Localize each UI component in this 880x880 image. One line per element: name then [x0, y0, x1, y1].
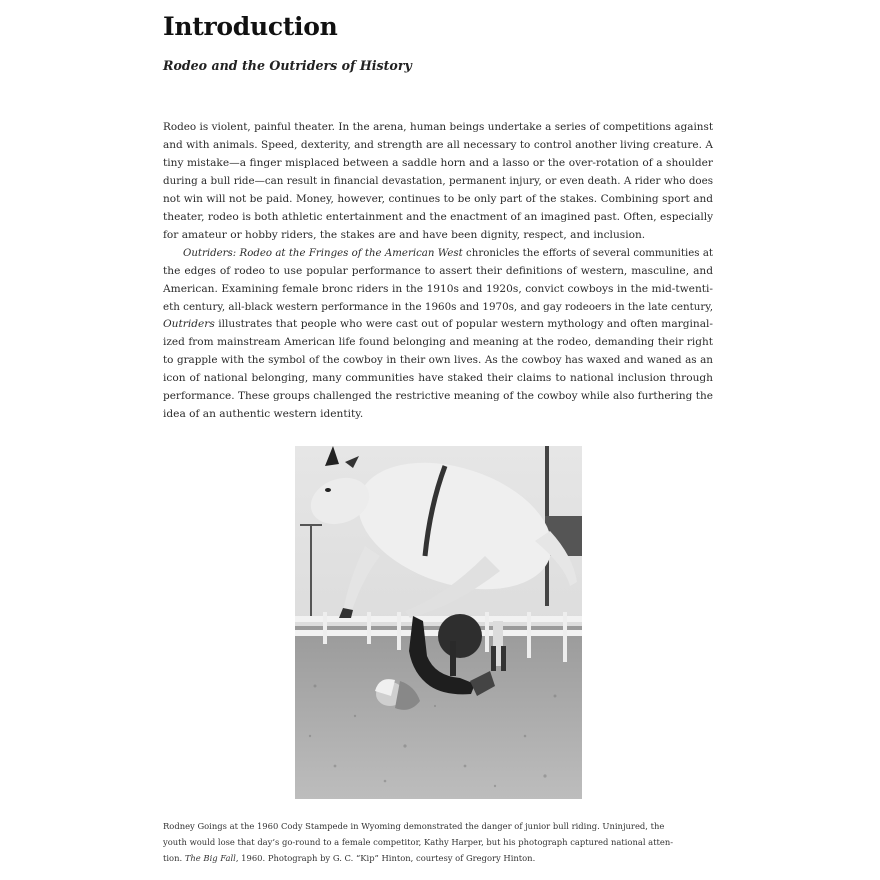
text-line: icon of national belonging, many communities have staked their claims to national inclusion through	[163, 372, 713, 385]
text-fragment: chronicles the efforts of several communities at	[462, 247, 714, 259]
text-line: for amateur or hobby riders, the stakes are and have been dignity, respect, and inclusion.	[163, 228, 646, 241]
caption-line	[163, 851, 703, 867]
caption-fragment: tion.	[163, 852, 185, 863]
text-line: to grapple with the symbol of the cowboy in their own lives. As the cowboy has waxed and waned as an	[163, 354, 713, 367]
photo-title-italic: The Big Fall	[184, 852, 236, 863]
text-line: Rodeo is violent, painful theater. In the arena, human beings undertake a series of competitions against	[163, 121, 713, 133]
text-line	[163, 316, 713, 334]
figure-caption	[163, 819, 703, 867]
chapter-subtitle: Rodeo and the Outriders of History	[163, 58, 412, 73]
text-fragment: illustrates that people who were cast out of popular western mythology and often marginal-	[214, 318, 713, 331]
book-title-italic: Outriders: Rodeo at the Fringes of the American West	[183, 247, 463, 259]
text-line: tiny mistake—a finger misplaced between a saddle horn and a lasso or the over-rotation of a shoulder	[163, 156, 713, 169]
text-line: American. Examining female bronc riders in the 1910s and 1920s, convict cowboys in the mid-twenti-	[163, 282, 713, 295]
photo-illustration	[295, 446, 582, 799]
body-text	[163, 119, 713, 424]
text-line: idea of an authentic western identity.	[163, 408, 364, 421]
text-line	[163, 245, 713, 263]
text-line: the edges of rodeo to use popular performance to assert their definitions of western, masculine, and	[163, 264, 713, 277]
caption-fragment: , 1960. Photograph by G. C. “Kip” Hinton, courtesy of Gregory Hinton.	[235, 852, 536, 863]
text-line: eth century, all-black western performance in the 1960s and 1970s, and gay rodeoers in the late century,	[163, 300, 713, 313]
paragraph-2	[163, 245, 713, 425]
text-line: ized from mainstream American life found belonging and meaning at the rodeo, demanding their right	[163, 336, 713, 349]
text-line: during a bull ride—can result in financial devastation, permanent injury, or even death. A rider who does	[163, 174, 713, 187]
text-line: not win will not be paid. Money, however, continues to be only part of the stakes. Combining sport and	[163, 192, 713, 205]
book-title-italic: Outriders	[163, 318, 215, 331]
rodeo-photograph	[295, 446, 582, 799]
chapter-title: Introduction	[163, 12, 338, 41]
text-line: theater, rodeo is both athletic entertainment and the enactment of an imagined past. Often, especially	[163, 210, 714, 223]
text-line: performance. These groups challenged the restrictive meaning of the cowboy while also furthering the	[163, 390, 713, 403]
paragraph-1	[163, 119, 713, 245]
text-line: and with animals. Speed, dexterity, and strength are all necessary to control another living creature. A	[163, 138, 713, 151]
caption-line: youth would lose that day’s go-round to a female competitor, Kathy Harper, but his photograph captured national atten-	[163, 836, 674, 847]
caption-line: Rodney Goings at the 1960 Cody Stampede in Wyoming demonstrated the danger of junior bull riding. Uninjured, the	[163, 821, 665, 831]
